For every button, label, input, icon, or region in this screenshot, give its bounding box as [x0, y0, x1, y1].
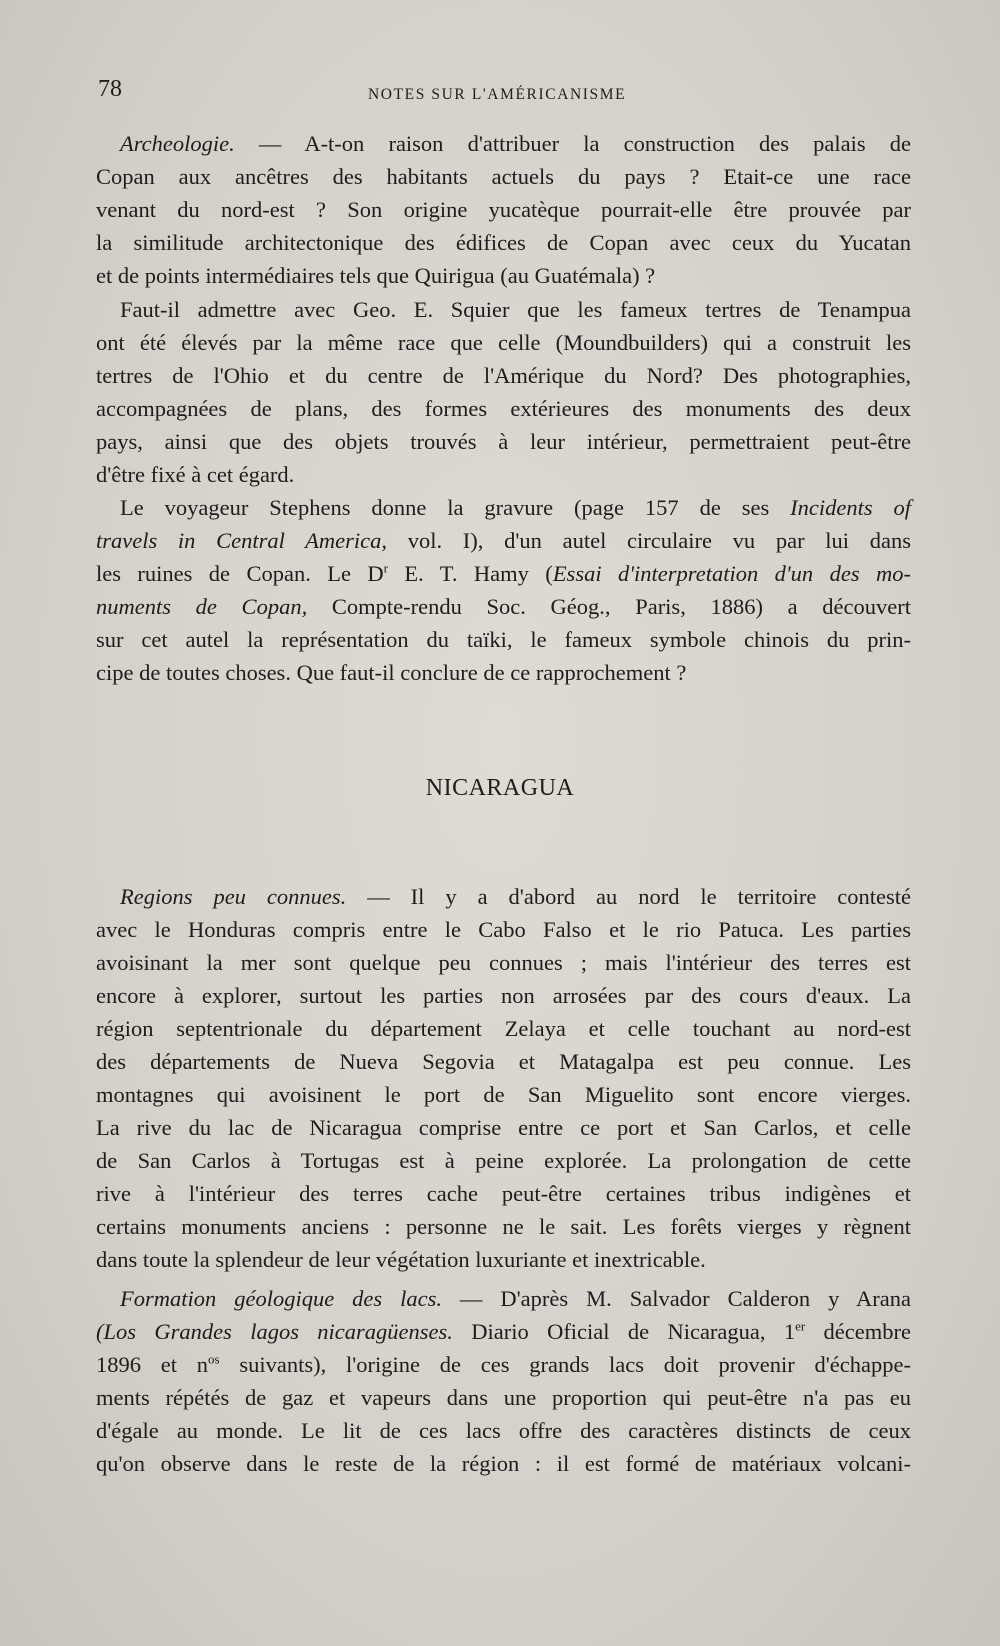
text-line: Regions peu connues. — Il y a d'abord au nord le territoire contesté	[120, 884, 911, 909]
run-in-heading: Formation géologique des lacs.	[120, 1286, 442, 1311]
text-line: accompagnées de plans, des formes extérieures des monuments des deux	[96, 396, 911, 421]
text-line: de San Carlos à Tortugas est à peine explorée. La prolongation de cette	[96, 1148, 911, 1173]
text-line: numents de Copan, Compte-rendu Soc. Géog., Paris, 1886) a découvert	[96, 594, 911, 619]
book-title: (Los Grandes lagos nicaragüenses.	[96, 1319, 453, 1344]
book-title: Incidents of	[790, 495, 911, 520]
paragraph-regions	[96, 880, 911, 1276]
book-title: Essai d'interpretation d'un des mo-	[552, 561, 911, 586]
text-line: d'être fixé à cet égard.	[96, 462, 295, 487]
text-line: avec le Honduras compris entre le Cabo Falso et le rio Patuca. Les parties	[96, 917, 911, 942]
text-line: région septentrionale du département Zelaya et celle touchant au nord-est	[96, 1016, 911, 1041]
text-line: rive à l'intérieur des terres cache peut-être certaines tribus indigènes et	[96, 1181, 911, 1206]
book-title: travels in Central America,	[96, 528, 388, 553]
paragraph-formation	[96, 1282, 911, 1480]
text-line: Formation géologique des lacs. — D'après M. Salvador Calderon y Arana	[120, 1286, 911, 1311]
paragraph-squier	[96, 293, 911, 491]
text-line: venant du nord-est ? Son origine yucatèque pourrait-elle être prouvée par	[96, 197, 911, 222]
text-line: la similitude architectonique des édifices de Copan avec ceux du Yucatan	[96, 230, 911, 255]
text-line: 1896 et $n^{os}$ suivants), l'origine de ces grands lacs doit provenir d'échappe-	[96, 1351, 911, 1377]
text-line: cipe de toutes choses. Que faut-il conclure de ce rapprochement ?	[96, 660, 687, 685]
text-line: et de points intermédiaires tels que Quirigua (au Guatémala) ?	[96, 263, 656, 288]
text-line: encore à explorer, surtout les parties non arrosées par des cours d'eaux. La	[96, 983, 911, 1008]
paragraph-archeologie	[96, 127, 911, 292]
text-line: pays, ainsi que des objets trouvés à leur intérieur, permettraient peut-être	[96, 429, 911, 454]
text-line: La rive du lac de Nicaragua comprise entre ce port et San Carlos, et celle	[96, 1115, 911, 1140]
text-line: Copan aux ancêtres des habitants actuels du pays ? Etait-ce une race	[96, 164, 911, 189]
text-line: des départements de Nueva Segovia et Matagalpa est peu connue. Les	[96, 1049, 911, 1074]
text-line: ont été élevés par la même race que celle (Moundbuilders) qui a construit les	[96, 330, 911, 355]
page-number: 78	[98, 76, 122, 102]
running-head	[98, 76, 910, 106]
text-line: sur cet autel la représentation du taïki, le fameux symbole chinois du prin-	[96, 627, 911, 652]
text-line: avoisinant la mer sont quelque peu connues ; mais l'intérieur des terres est	[96, 950, 911, 975]
paragraph-stephens	[96, 491, 911, 689]
run-in-heading: Archeologie.	[120, 131, 235, 156]
section-heading: NICARAGUA	[425, 775, 575, 801]
text-line: d'égale au monde. Le lit de ces lacs offre des caractères distincts de ceux	[96, 1418, 911, 1443]
book-title: numents de Copan,	[96, 594, 308, 619]
text-line: les ruines de Copan. Le $D^r$ E. T. Hamy (Essai d'interpretation d'un des mo-	[96, 560, 911, 586]
text-line: qu'on observe dans le reste de la région : il est formé de matériaux volcani-	[96, 1451, 911, 1476]
text-line: Archeologie. — A-t-on raison d'attribuer la construction des palais de	[120, 131, 911, 156]
text-line: montagnes qui avoisinent le port de San Miguelito sont encore vierges.	[96, 1082, 911, 1107]
text-line: (Los Grandes lagos nicaragüenses. Diario Oficial de Nicaragua, 1er décembre	[96, 1318, 911, 1344]
text-line: dans toute la splendeur de leur végétation luxuriante et inextricable.	[96, 1247, 706, 1272]
run-in-heading: Regions peu connues.	[120, 884, 347, 909]
text-line: ments répétés de gaz et vapeurs dans une proportion qui peut-être n'a pas eu	[96, 1385, 911, 1410]
text-line: tertres de l'Ohio et du centre de l'Amérique du Nord? Des photographies,	[96, 363, 911, 388]
running-title: NOTES SUR L'AMÉRICANISME	[368, 86, 627, 103]
text-line: Le voyageur Stephens donne la gravure (page 157 de ses Incidents of	[120, 495, 911, 520]
text-line: Faut-il admettre avec Geo. E. Squier que les fameux tertres de Tenampua	[120, 297, 911, 322]
text-line: certains monuments anciens : personne ne le sait. Les forêts vierges y règnent	[96, 1214, 911, 1239]
text-line: travels in Central America, vol. I), d'un autel circulaire vu par lui dans	[96, 528, 911, 553]
